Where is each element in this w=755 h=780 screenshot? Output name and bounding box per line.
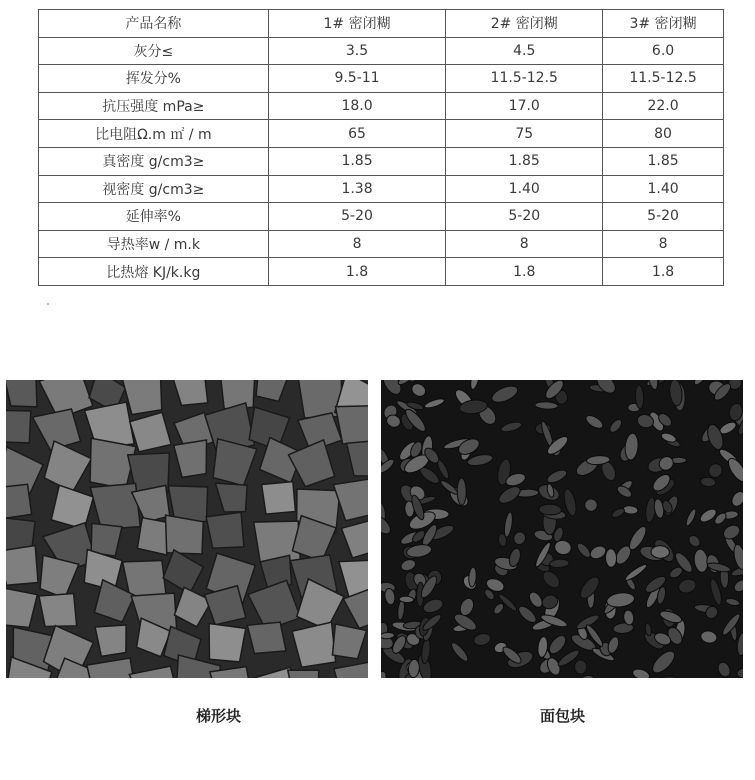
- table-cell: 17.0: [446, 92, 603, 120]
- product-spec-table: [38, 9, 724, 286]
- table-cell: 65: [268, 120, 446, 148]
- trapezoid-blocks-image: [6, 380, 368, 678]
- block-shape: [206, 512, 246, 552]
- block-shape: [165, 515, 204, 554]
- table-cell: 11.5-12.5: [603, 65, 724, 93]
- table-cell: 1.8: [446, 258, 603, 286]
- table-cell: 1.38: [268, 175, 446, 203]
- table-cell: 4.5: [446, 37, 603, 65]
- table-cell: 延伸率%: [39, 203, 269, 231]
- table-cell: 11.5-12.5: [446, 65, 603, 93]
- table-cell: 18.0: [268, 92, 446, 120]
- table-cell: 1.8: [603, 258, 724, 286]
- table-row: [39, 230, 724, 258]
- table-cell: 1.85: [268, 147, 446, 175]
- table-cell: 1.40: [446, 175, 603, 203]
- table-cell: 1.8: [268, 258, 446, 286]
- left-photo-caption: 梯形块: [196, 707, 242, 725]
- pellet-shape: [574, 660, 586, 675]
- header-cell: 1# 密闭糊: [268, 10, 446, 38]
- table-row: [39, 175, 724, 203]
- table-cell: 22.0: [603, 92, 724, 120]
- block-shape: [95, 621, 131, 657]
- table-cell: 5-20: [446, 203, 603, 231]
- right-photo-caption: 面包块: [540, 707, 586, 725]
- table-cell: 5-20: [603, 203, 724, 231]
- pellet-shape: [457, 478, 466, 505]
- header-cell: 产品名称: [39, 10, 269, 38]
- table-cell: 视密度 g/cm3≥: [39, 175, 269, 203]
- table-cell: 80: [603, 120, 724, 148]
- table-cell: 8: [268, 230, 446, 258]
- table-cell: 1.85: [603, 147, 724, 175]
- bread-block-photo: [381, 380, 743, 678]
- table-cell: 3.5: [268, 37, 446, 65]
- pellet-shape: [605, 548, 617, 567]
- table-row: [39, 37, 724, 65]
- bread-blocks-image: [381, 380, 743, 678]
- table-cell: 灰分≤: [39, 37, 269, 65]
- trapezoid-block-photo: [6, 380, 368, 678]
- table-row: [39, 65, 724, 93]
- block-shape: [6, 407, 34, 446]
- table-row: [39, 203, 724, 231]
- header-cell: 3# 密闭糊: [603, 10, 724, 38]
- block-shape: [6, 380, 37, 408]
- table-cell: 9.5-11: [268, 65, 446, 93]
- block-shape: [262, 480, 297, 515]
- table-cell: 8: [603, 230, 724, 258]
- table-row: [39, 120, 724, 148]
- table-row: [39, 92, 724, 120]
- table-header-row: [39, 10, 724, 38]
- block-shape: [6, 545, 41, 588]
- table-cell: 导热率w / m.k: [39, 230, 269, 258]
- block-shape: [207, 624, 246, 663]
- table-cell: 5-20: [268, 203, 446, 231]
- table-cell: 6.0: [603, 37, 724, 65]
- table-cell: 真密度 g/cm3≥: [39, 147, 269, 175]
- header-cell: 2# 密闭糊: [446, 10, 603, 38]
- table-row: [39, 258, 724, 286]
- table-cell: 抗压强度 mPa≥: [39, 92, 269, 120]
- table-cell: 8: [446, 230, 603, 258]
- table-cell: 比电阻Ω.m ㎡ / m: [39, 120, 269, 148]
- pellet-shape: [651, 546, 670, 559]
- table-cell: 挥发分%: [39, 65, 269, 93]
- table-cell: 75: [446, 120, 603, 148]
- table-cell: 比热熔 KJ/k.kg: [39, 258, 269, 286]
- table-cell: 1.40: [603, 175, 724, 203]
- scan-speck: [47, 303, 49, 305]
- table-cell: 1.85: [446, 147, 603, 175]
- block-shape: [39, 591, 78, 630]
- table-row: [39, 147, 724, 175]
